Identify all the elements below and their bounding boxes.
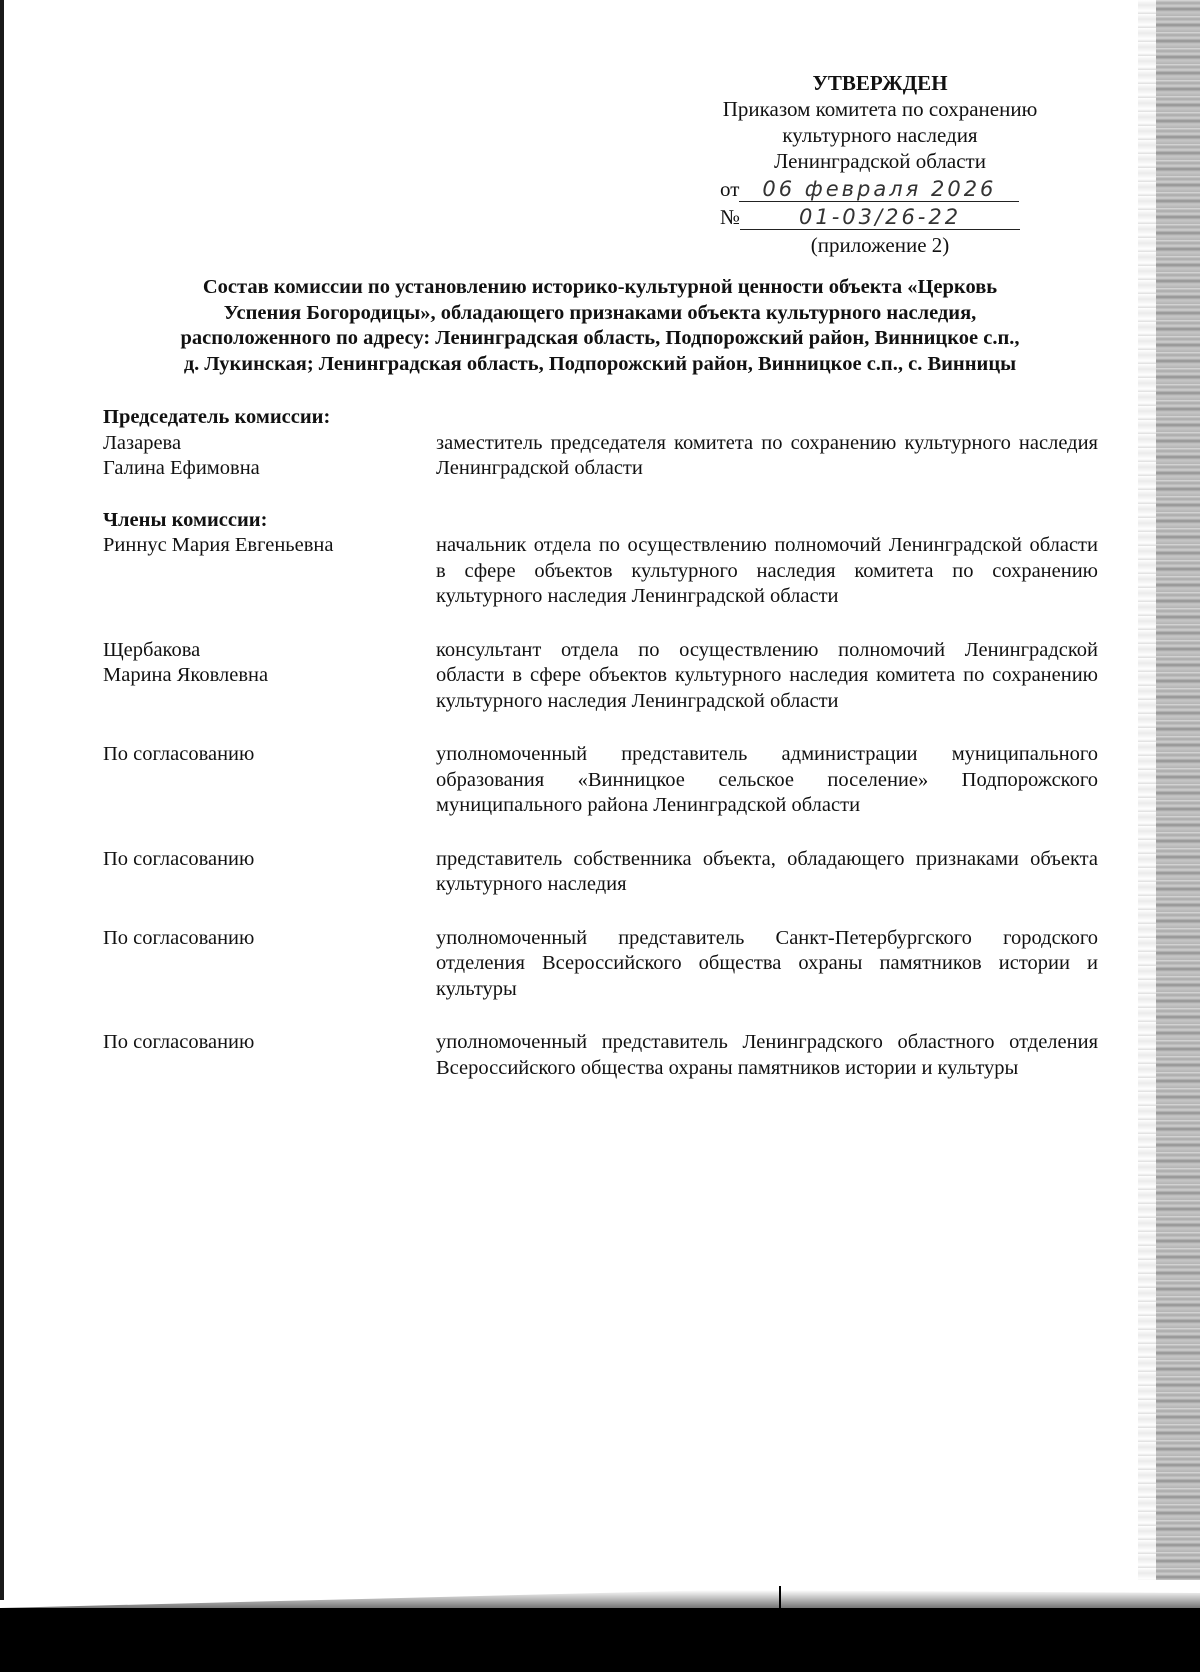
scan-bottom-edge [0, 1608, 1200, 1672]
appendix-note: (приложение 2) [810, 233, 950, 257]
member-role: консультант отдела по осуществлению полномочий Ленинградской области в сфере объектов культурного наследия комитета по сохранению культурного наследия Ленинградской области [436, 638, 1098, 712]
approval-stamp [680, 70, 1080, 258]
chair-name: Лазарева Галина Ефимовна [103, 431, 260, 479]
scan-right-edge [1138, 0, 1200, 1580]
member-name: По согласованию [103, 743, 255, 765]
scan-left-edge [0, 0, 4, 1600]
title-line-2: Успения Богородицы», обладающего признаками объекта культурного наследия, [223, 301, 977, 324]
chair-entry [103, 431, 1098, 482]
approval-line-1: Приказом комитета по сохранению [722, 97, 1038, 121]
scan-bottom-tick [779, 1586, 781, 1608]
member-role: начальник отдела по осуществлению полномочий Ленинградской области в сфере объектов культурного наследия комитета по сохранению культурного наследия Ленинградской области [436, 534, 1098, 607]
members-section-label: Члены комиссии: [103, 508, 268, 531]
document-title [100, 275, 1100, 377]
member-entry [103, 926, 1098, 1003]
member-role: представитель собственника объекта, обладающего признаками объекта культурного наследия [436, 847, 1098, 895]
title-line-4: д. Лукинская; Ленинградская область, Подпорожский район, Винницкое с.п., с. Винницы [183, 352, 1017, 375]
title-line-3: расположенного по адресу: Ленинградская область, Подпорожский район, Винницкое с.п., [180, 327, 1020, 349]
member-entry [103, 638, 1098, 715]
member-name: По согласованию [103, 847, 255, 870]
member-entry [103, 742, 1098, 819]
member-name: По согласованию [103, 926, 255, 949]
chair-section-label: Председатель комиссии: [103, 406, 331, 428]
chair-role: заместитель председателя комитета по сохранению культурного наследия Ленинградской области [436, 431, 1098, 479]
member-name: По согласованию [103, 1031, 255, 1053]
member-name: Щербакова Марина Яковлевна [103, 638, 269, 686]
order-date-label: от [720, 177, 740, 201]
approval-line-2: культурного наследия [782, 123, 978, 147]
member-role: уполномоченный представитель Ленинградского областного отделения Всероссийского общества охраны памятников истории и культуры [436, 1031, 1098, 1079]
order-number-field [720, 202, 1080, 230]
order-number-label: № [720, 205, 741, 229]
order-date-handwritten: 06 февраля 2026 [739, 177, 1019, 202]
member-entry [103, 847, 1098, 898]
approval-line-3: Ленинградской области [774, 149, 986, 173]
commission-roster [103, 405, 1098, 1081]
order-date-field [720, 174, 1080, 202]
member-role: уполномоченный представитель администрации муниципального образования «Винницкое сельское поселение» Подпорожского муниципального района Ленинградской области [436, 743, 1098, 816]
order-number-handwritten: 01-03/26-22 [740, 205, 1020, 230]
member-name: Риннус Мария Евгеньевна [103, 534, 334, 556]
approval-title: УТВЕРЖДЕН [812, 71, 948, 95]
member-role: уполномоченный представитель Санкт-Петербургского городского отделения Всероссийского общества охраны памятников истории и культуры [436, 926, 1098, 1000]
member-entry [103, 533, 1098, 610]
title-line-1: Состав комиссии по установлению историко-культурной ценности объекта «Церковь [202, 276, 998, 298]
member-entry [103, 1030, 1098, 1081]
